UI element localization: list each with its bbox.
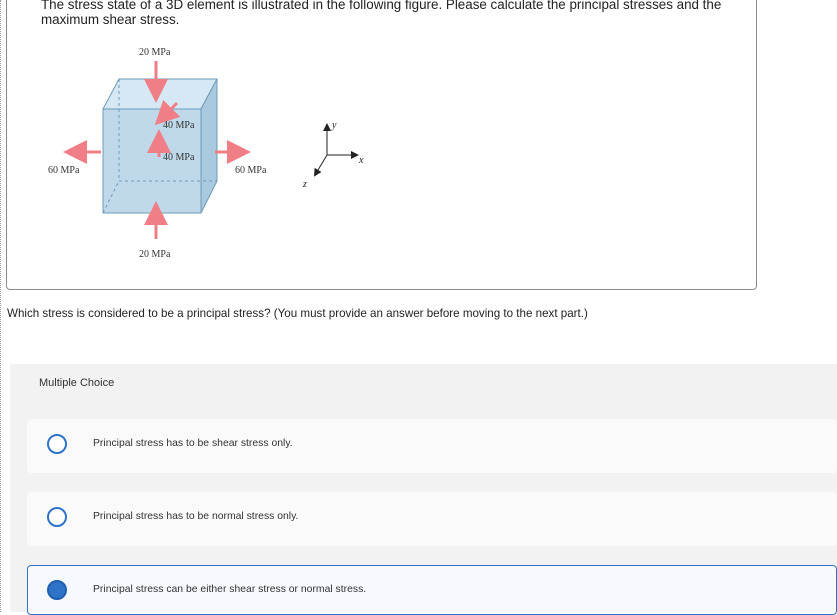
- choice-option-3[interactable]: [27, 565, 837, 615]
- choice-text: Principal stress has to be shear stress only.: [93, 438, 293, 449]
- multiple-choice-label: Multiple Choice: [39, 377, 115, 389]
- shear-front-label: 40 MPa: [163, 152, 195, 163]
- coordinate-axes: [302, 120, 364, 190]
- x-axis-label: x: [359, 155, 364, 166]
- right-stress-label: 60 MPa: [235, 165, 267, 176]
- top-stress-label: 20 MPa: [139, 47, 171, 58]
- z-axis-label: z: [303, 179, 307, 190]
- radio-button-selected[interactable]: [47, 580, 67, 600]
- radio-button[interactable]: [47, 434, 67, 454]
- multiple-choice-panel: [10, 364, 837, 612]
- choice-text: Principal stress has to be normal stress only.: [93, 511, 299, 522]
- left-rule: [0, 0, 2, 612]
- y-axis-label: y: [332, 120, 337, 131]
- stress-element-figure: [39, 39, 369, 274]
- choice-option-1[interactable]: [27, 419, 837, 473]
- choice-text: Principal stress can be either shear stress or normal stress.: [93, 584, 367, 595]
- bottom-stress-label: 20 MPa: [139, 249, 171, 260]
- question-card: [6, 0, 757, 290]
- question-text: The stress state of a 3D element is illustrated in the following figure. Please calculate the principal stresses and the maximum shear stress.: [41, 0, 722, 27]
- choice-option-2[interactable]: [27, 492, 837, 546]
- radio-button[interactable]: [47, 507, 67, 527]
- part-prompt: Which stress is considered to be a principal stress? (You must provide an answer before moving to the next part.): [7, 307, 588, 320]
- shear-top-label: 40 MPa: [163, 120, 195, 131]
- left-stress-label: 60 MPa: [48, 165, 80, 176]
